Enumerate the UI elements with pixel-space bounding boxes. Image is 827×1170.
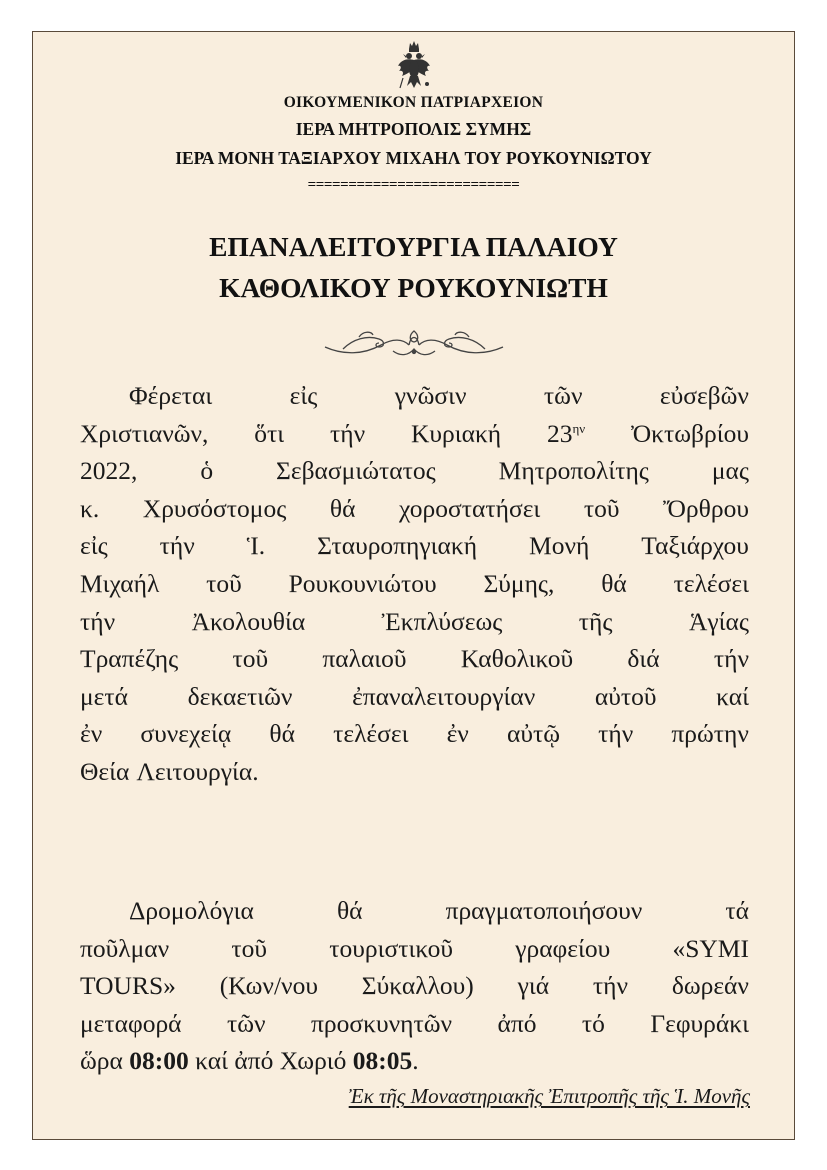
text-line: Μιχαήλ τοῦ Ρουκουνιώτου Σύμης, θά τελέσει bbox=[80, 568, 749, 598]
patriarchate-heading: ΟΙΚΟΥΜΕΝΙΚΟΝ ΠΑΤΡΙΑΡΧΕΙΟΝ bbox=[283, 94, 544, 111]
announcement-title-line1: ΕΠΑΝΑΛΕΙΤΟΥΡΓΙΑ ΠΑΛΑΙΟΥ bbox=[209, 231, 618, 262]
text-line: TOURS» (Κων/νου Σύκαλλου) γιά τήν δωρεάν bbox=[80, 971, 749, 1001]
transport-paragraph bbox=[80, 892, 749, 1080]
text-line: Δρομολόγια θά πραγματοποιήσουν τά bbox=[129, 896, 749, 925]
text-line: εἰς τήν Ἱ. Σταυροπηγιακή Μονή Ταξιάρχου bbox=[80, 531, 749, 561]
flourish-divider-icon bbox=[323, 325, 505, 359]
text-line: 2022, ὁ Σεβασμιώτατος Μητροπολίτης μας bbox=[80, 456, 749, 486]
text-line: μεταφορά τῶν προσκυνητῶν ἀπό τό Γεφυράκι bbox=[80, 1008, 749, 1038]
schedule-line bbox=[80, 1042, 749, 1080]
text-line: Χριστιανῶν, ὅτι τήν Κυριακή $23^{\eta\nu}$ Ὀκτωβρίου bbox=[80, 415, 749, 453]
schedule-suffix: . bbox=[412, 1046, 419, 1076]
double-headed-eagle-icon bbox=[397, 40, 431, 92]
schedule-prefix: ὥρα bbox=[80, 1046, 130, 1076]
text-line: κ. Χρυσόστομος θά χοροστατήσει τοῦ Ὄρθρου bbox=[80, 493, 749, 523]
text-line: Φέρεται εἰς γνῶσιν τῶν εὐσεβῶν bbox=[129, 381, 749, 410]
month-word: Ὀκτωβρίου bbox=[631, 418, 749, 448]
ordinal-superscript: ην bbox=[572, 420, 586, 436]
announcement-title-line2: ΚΑΘΟΛΙΚΟΥ ΡΟΥΚΟΥΝΙΩΤΗ bbox=[219, 272, 608, 303]
text-line: τήν Ἀκολουθία Ἐκπλύσεως τῆς Ἁγίας bbox=[80, 606, 749, 636]
monastery-heading: ΙΕΡΑ ΜΟΝΗ ΤΑΞΙΑΡΧΟΥ ΜΙΧΑΗΛ ΤΟΥ ΡΟΥΚΟΥΝΙΩΤΟΥ bbox=[175, 148, 652, 168]
text-line: Τραπέζης τοῦ παλαιοῦ Καθολικοῦ διά τήν bbox=[80, 644, 749, 674]
departure-time-2: 08:05 bbox=[352, 1046, 413, 1076]
signature-line: Ἐκ τῆς Μοναστηριακῆς Ἐπιτροπῆς τῆς Ἱ. Μονῆς bbox=[348, 1084, 750, 1108]
text-line: μετά δεκαετιῶν ἐπαναλειτουργίαν αὐτοῦ καί bbox=[80, 681, 749, 711]
departure-time-1: 08:00 bbox=[129, 1046, 189, 1076]
metropolis-heading: ΙΕΡΑ ΜΗΤΡΟΠΟΛΙΣ ΣΥΜΗΣ bbox=[295, 119, 532, 139]
text-line: ποῦλμαν τοῦ τουριστικοῦ γραφείου «SYMI bbox=[80, 933, 749, 963]
text-line: ἐν συνεχείᾳ θά τελέσει ἐν αὐτῷ τήν πρώτην bbox=[80, 719, 749, 749]
schedule-middle: καί ἀπό Χωριό bbox=[188, 1046, 353, 1076]
document-page bbox=[32, 31, 795, 1140]
header-separator: ========================== bbox=[307, 177, 520, 193]
text-line: Θεία Λειτουργία. bbox=[80, 756, 259, 786]
announcement-paragraph bbox=[80, 377, 749, 791]
